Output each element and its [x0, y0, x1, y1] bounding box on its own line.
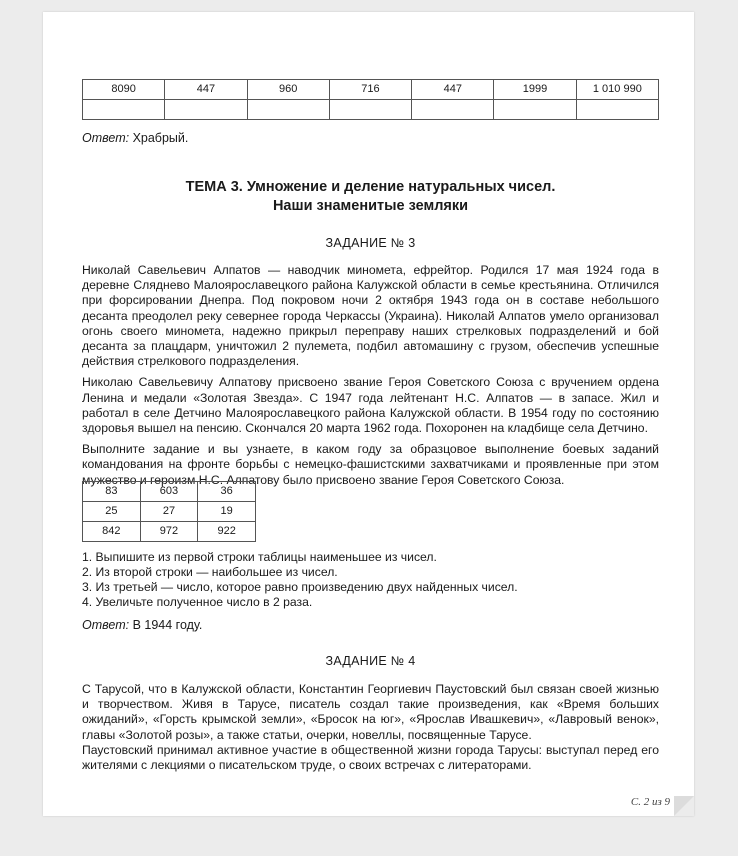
task-3-numbers-table: [82, 481, 256, 542]
answer-text: Храбрый.: [129, 131, 189, 145]
top-numbers-table: [82, 79, 659, 120]
table-cell: 1999: [494, 80, 576, 100]
table-cell: [247, 100, 329, 120]
table-cell: 960: [247, 80, 329, 100]
table-cell: 19: [198, 502, 256, 522]
table-cell: 8090: [83, 80, 165, 100]
task-3-table-wrapper: [82, 481, 659, 542]
table-cell: 447: [165, 80, 247, 100]
task-4-paragraph-2: Паустовский принимал активное участие в общественной жизни города Тарусы: выступал перед его жителями с лекциями о писательском труде, о своих встречах с литераторами.: [82, 742, 659, 773]
topic-title-line-1: ТЕМА 3. Умножение и деление натуральных чисел.: [185, 179, 556, 195]
page-number: С. 2 из 9: [630, 796, 670, 808]
page-fold-corner: [674, 796, 694, 816]
table-cell: 716: [329, 80, 411, 100]
table-cell: 972: [140, 522, 198, 542]
table-cell: [83, 100, 165, 120]
task-4-title: ЗАДАНИЕ № 4: [325, 654, 416, 668]
top-table-row-2: [83, 100, 659, 120]
topic-title-line-2: Наши знаменитые земляки: [272, 198, 469, 214]
table-cell: 842: [83, 522, 141, 542]
task-3-table-row-2: [83, 502, 256, 522]
task-4-text: [82, 682, 659, 773]
table-cell: 922: [198, 522, 256, 542]
top-table-wrapper: [82, 79, 659, 120]
list-item: 1. Выпишите из первой строки таблицы наименьшее из чисел.: [82, 550, 437, 564]
table-cell: [576, 100, 658, 120]
table-cell: [329, 100, 411, 120]
task-3-table-row-3: [83, 522, 256, 542]
list-item: 3. Из третьей — число, которое равно произведению двух найденных чисел.: [82, 580, 518, 594]
document-page: [43, 12, 694, 816]
table-cell: 83: [83, 482, 141, 502]
table-cell: 1 010 990: [576, 80, 658, 100]
table-cell: [494, 100, 576, 120]
table-cell: 25: [83, 502, 141, 522]
table-cell: 27: [140, 502, 198, 522]
answer-text: В 1944 году.: [129, 618, 203, 632]
answer-1: [82, 131, 659, 146]
task-3-table-row-1: [83, 482, 256, 502]
table-cell: 603: [140, 482, 198, 502]
task-3-paragraph-2: Николаю Савельевичу Алпатову присвоено звание Героя Советского Союза с вручением ордена Ленина и медали «Золотая Звезда». С 1947 года лейтенант Н.С. Алпатов — в запасе. Жил и работал в селе Детчино Малоярославецкого района Калужской области. В 1954 году по состоянию здоровья вышел на пенсию. Скончался 20 марта 1962 года. Похоронен на кладбище села Детчино.: [82, 375, 659, 436]
answer-label: Ответ:: [82, 131, 130, 145]
task-3-paragraph-1: Николай Савельевич Алпатов — наводчик миномета, ефрейтор. Родился 17 мая 1924 года в деревне Слядневo Малоярославецкого района Калужской области в семье крестьянина. Отличился при форсировании Днепра. Под покровом ночи 2 октября 1943 года он в составе небольшого десанта преодолел реку севернее города Черкассы (Украина). Николай Алпатов умело организовал огонь своего миномета, надежно прикрыл переправу наших стрелковых подразделений и бой десанта за плацдарм, уничтожил 2 пулемета, подбил автомашину с грузом, обеспечив успешные действия стрелкового подразделения.: [82, 263, 659, 369]
table-cell: 447: [412, 80, 494, 100]
task-3-steps-list: [82, 550, 659, 610]
task-3-text: [82, 263, 659, 488]
list-item: 4. Увеличьте полученное число в 2 раза.: [82, 595, 313, 609]
list-item: 2. Из второй строки — наибольшее из чисел.: [82, 565, 338, 579]
topic-title: [82, 178, 659, 216]
table-cell: [165, 100, 247, 120]
task-3-paragraph-3: Выполните задание и вы узнаете, в каком году за образцовое выполнение боевых заданий командования на фронте борьбы с немецко-фашистскими захватчиками и проявленные при этом мужество и героизм Н.С. Алпатову было присвоено звание Героя Советского Союза.: [82, 442, 659, 487]
top-table-row-1: [83, 80, 659, 100]
answer-label: Ответ:: [82, 618, 130, 632]
answer-2: [82, 618, 659, 633]
table-cell: 36: [198, 482, 256, 502]
table-cell: [412, 100, 494, 120]
task-3-title: ЗАДАНИЕ № 3: [325, 236, 416, 250]
task-4-paragraph-1: С Тарусой, что в Калужской области, Константин Георгиевич Паустовский был связан своей жизнью и творчеством. Живя в Тарусе, писатель создал такие произведения, как «Время больших ожиданий», «Горсть крымской земли», «Бросок на юг», «Ярослав Ивашкевич», «Лавровый венок», главы «Золотой розы», а также статьи, очерки, новеллы, посвященные Тарусе.: [82, 682, 659, 742]
